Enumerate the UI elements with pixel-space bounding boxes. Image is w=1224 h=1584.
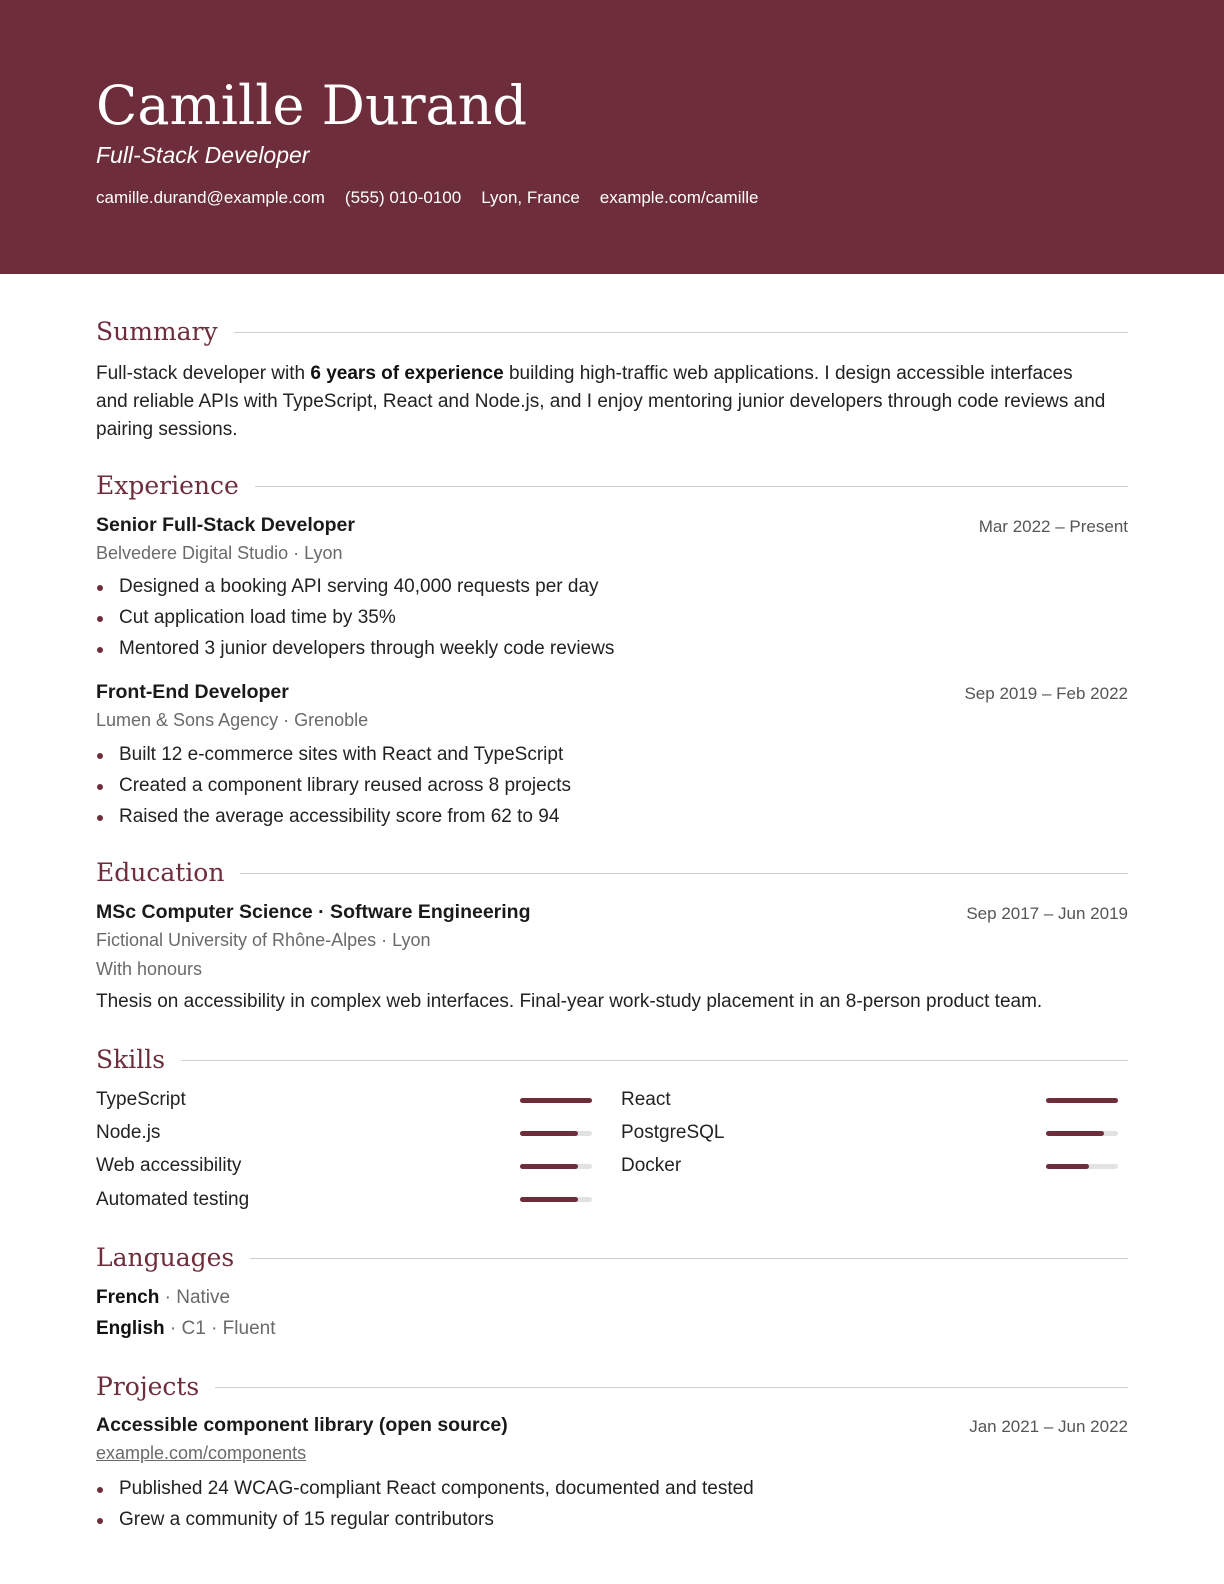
bullet-icon xyxy=(97,753,103,759)
section-education-heading xyxy=(96,855,1128,889)
skill-level-bar xyxy=(520,1131,592,1136)
language-item xyxy=(96,1287,230,1309)
bullet-icon xyxy=(97,1518,103,1524)
section-title: Skills xyxy=(96,1044,166,1074)
summary-text xyxy=(96,360,1106,444)
skill-level-bar xyxy=(1046,1164,1118,1169)
skill-level-fill xyxy=(520,1098,592,1103)
summary-lead: Full-stack developer with xyxy=(96,363,311,384)
skill-name: Docker xyxy=(621,1155,682,1176)
skill-name: PostgreSQL xyxy=(621,1122,725,1143)
list-item xyxy=(96,803,1126,834)
project-title: Accessible component library (open source) xyxy=(96,1414,508,1436)
section-languages-heading xyxy=(96,1240,1128,1274)
section-title: Languages xyxy=(96,1242,235,1272)
language-item xyxy=(96,1318,276,1340)
list-item-text: Mentored 3 junior developers through weekly code reviews xyxy=(119,638,615,659)
bullet-icon xyxy=(97,815,103,821)
section-divider xyxy=(215,1387,1128,1388)
education-details: Thesis on accessibility in complex web interfaces. Final-year work-study placement in an 8-person product team. xyxy=(96,991,1043,1012)
summary-highlight: 6 years of experience xyxy=(310,363,504,384)
skill-name: TypeScript xyxy=(96,1089,186,1110)
skill-level-fill xyxy=(1046,1098,1118,1103)
job-title: Front-End Developer xyxy=(96,681,289,703)
section-skills-heading xyxy=(96,1042,1128,1076)
section-divider xyxy=(181,1060,1128,1061)
contact-location: Lyon, France xyxy=(481,188,580,207)
list-item-text: Built 12 e-commerce sites with React and TypeScript xyxy=(119,744,564,765)
skill-level-bar xyxy=(1046,1131,1118,1136)
section-title: Experience xyxy=(96,470,239,500)
list-item-text: Grew a community of 15 regular contributors xyxy=(119,1509,494,1530)
language-level: · C1 · Fluent xyxy=(164,1318,276,1339)
resume-header xyxy=(0,0,1224,274)
candidate-role: Full-Stack Developer xyxy=(96,142,310,168)
job-company: Belvedere Digital Studio · Lyon xyxy=(96,543,343,563)
bullet-icon xyxy=(97,1487,103,1493)
list-item xyxy=(96,1475,1126,1506)
skill-level-fill xyxy=(1046,1164,1089,1169)
bullet-icon xyxy=(97,616,103,622)
degree-dates: Sep 2017 – Jun 2019 xyxy=(966,904,1128,923)
language-name: English xyxy=(96,1318,165,1339)
skill-name: React xyxy=(621,1089,671,1110)
job-title: Senior Full-Stack Developer xyxy=(96,514,355,536)
job-achievements xyxy=(96,573,1126,666)
school-name: Fictional University of Rhône-Alpes · Lyon xyxy=(96,930,431,950)
list-item-text: Designed a booking API serving 40,000 requests per day xyxy=(119,576,599,597)
bullet-icon xyxy=(97,647,103,653)
project-dates: Jan 2021 – Jun 2022 xyxy=(969,1417,1128,1436)
section-divider xyxy=(234,332,1128,333)
bullet-icon xyxy=(97,585,103,591)
section-divider xyxy=(255,486,1128,487)
list-item-text: Raised the average accessibility score from 62 to 94 xyxy=(119,806,560,827)
skill-name: Automated testing xyxy=(96,1189,250,1210)
skill-level-bar xyxy=(520,1098,592,1103)
skill-level-fill xyxy=(1046,1131,1104,1136)
section-experience-heading xyxy=(96,468,1128,502)
list-item xyxy=(96,635,1126,666)
list-item-text: Cut application load time by 35% xyxy=(119,607,396,628)
skill-name: Web accessibility xyxy=(96,1155,242,1176)
list-item xyxy=(96,772,1126,803)
list-item xyxy=(96,741,1126,772)
project-link[interactable]: example.com/components xyxy=(96,1443,307,1463)
contact-phone[interactable]: (555) 010-0100 xyxy=(344,188,462,207)
list-item xyxy=(96,604,1126,635)
skill-level-bar xyxy=(520,1164,592,1169)
language-name: French xyxy=(96,1287,160,1308)
section-title: Summary xyxy=(96,316,218,346)
job-achievements xyxy=(96,741,1126,834)
project-achievements xyxy=(96,1475,1126,1537)
skill-level-fill xyxy=(520,1197,578,1202)
candidate-name: Camille Durand xyxy=(96,74,528,137)
section-divider xyxy=(240,873,1128,874)
contact-email[interactable]: camille.durand@example.com xyxy=(96,188,325,207)
contact-website[interactable]: example.com/camille xyxy=(599,188,759,207)
list-item-text: Created a component library reused across 8 projects xyxy=(119,775,572,796)
skill-level-bar xyxy=(520,1197,592,1202)
skill-name: Node.js xyxy=(96,1122,161,1143)
section-summary-heading xyxy=(96,314,1128,348)
job-dates: Mar 2022 – Present xyxy=(978,517,1128,536)
list-item xyxy=(96,573,1126,604)
skill-level-fill xyxy=(520,1131,578,1136)
summary-rest: building high-traffic web applications. I design accessible interfaces and reliable APIs with TypeScript, React and Node.js, and I enjoy mentoring junior developers through code reviews and pairing sessions. xyxy=(96,363,1106,440)
list-item-text: Published 24 WCAG-compliant React components, documented and tested xyxy=(119,1478,754,1499)
skill-level-fill xyxy=(520,1164,578,1169)
section-title: Projects xyxy=(96,1371,200,1401)
skill-level-bar xyxy=(1046,1098,1118,1103)
section-projects-heading xyxy=(96,1369,1128,1403)
degree-title: MSc Computer Science · Software Engineering xyxy=(96,901,531,923)
job-company: Lumen & Sons Agency · Grenoble xyxy=(96,710,369,730)
language-level: · Native xyxy=(159,1287,231,1308)
bullet-icon xyxy=(97,784,103,790)
job-dates: Sep 2019 – Feb 2022 xyxy=(964,684,1128,703)
degree-honours: With honours xyxy=(96,959,203,979)
section-title: Education xyxy=(96,857,225,887)
section-divider xyxy=(250,1258,1128,1259)
list-item xyxy=(96,1506,1126,1537)
contact-list xyxy=(96,188,779,208)
